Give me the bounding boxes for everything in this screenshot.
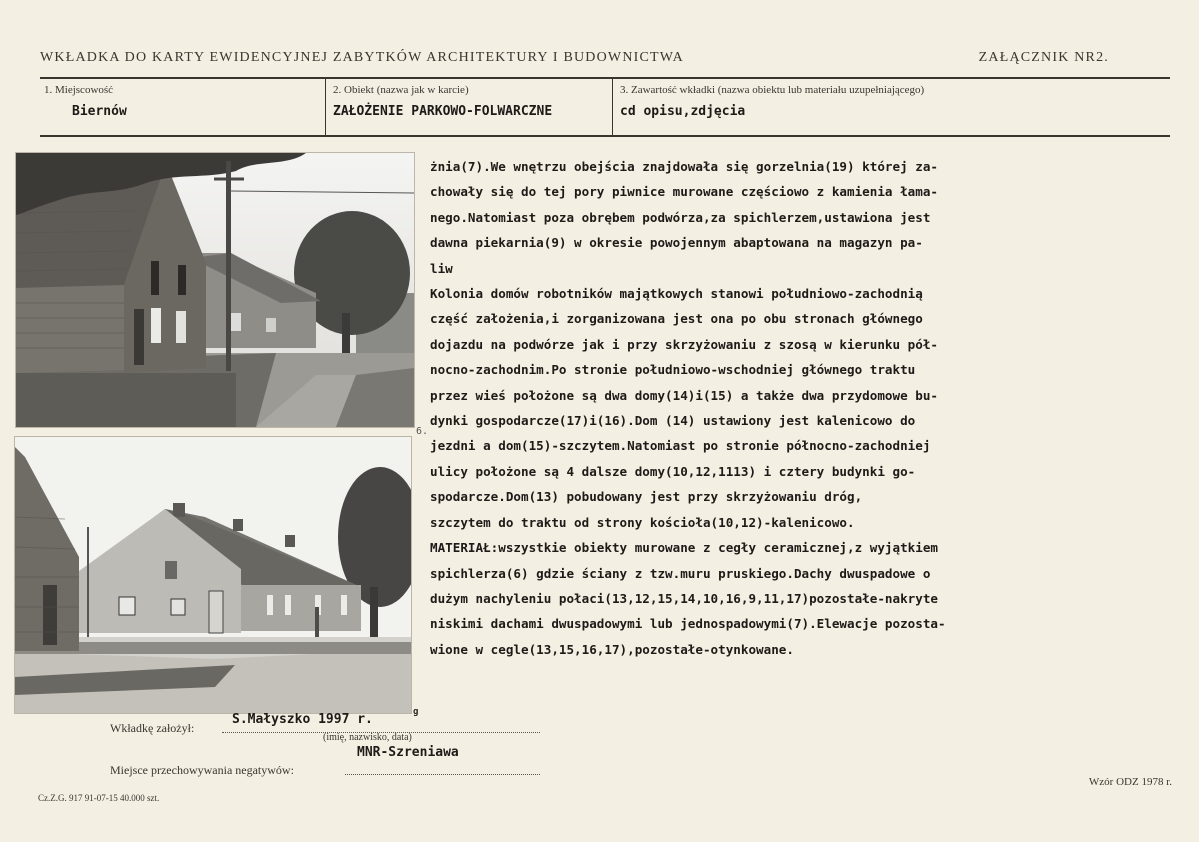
object-label: 2. Obiekt (nazwa jak w karcie) — [333, 84, 469, 96]
text-line: liw — [430, 260, 453, 276]
text-line: wione w cegle(13,15,16,17),pozostałe-otynkowane. — [430, 641, 794, 657]
text-line: ulicy położone są 4 dalsze domy(10,12,1113) i cztery budynki go- — [430, 463, 916, 479]
text-line: chowały się do tej pory piwnice murowane częściowo z kamienia łama- — [430, 184, 938, 200]
annex-label: ZAŁĄCZNIK NR — [978, 50, 1097, 65]
header-rule-bottom — [40, 135, 1170, 137]
text-line: dynki gospodarcze(17)i(16).Dom (14) ustawiony jest kalenicowo do — [430, 413, 916, 429]
annex-number-value: 2. — [1096, 50, 1109, 65]
text-line: nego.Natomiast poza obrębem podwórza,za spichlerzem,ustawiona jest — [430, 209, 931, 225]
text-line: jezdni a dom(15)-szczytem.Natomiast po stronie północno-zachodniej — [430, 438, 931, 454]
negatives-value: MNR-Szreniawa — [357, 745, 459, 760]
author-hint: (imię, nazwisko, data) — [323, 732, 412, 743]
text-line: część założenia,i zorganizowana jest ona po obu stronach głównego — [430, 311, 923, 327]
field-divider — [325, 79, 326, 135]
negatives-line — [345, 774, 540, 775]
author-value: S.Małyszko 1997 r. — [232, 712, 373, 727]
margin-mark: 6. — [416, 426, 429, 437]
form-pattern: Wzór ODZ 1978 r. — [1088, 776, 1172, 788]
author-superscript: g — [413, 707, 419, 717]
annex-number — [979, 50, 1109, 66]
negatives-label: Miejsce przechowywania negatywów: — [110, 763, 294, 777]
form-title: WKŁADKA DO KARTY EWIDENCYJNEJ ZABYTKÓW ARCHITEKTURY I BUDOWNICTWA — [40, 50, 684, 65]
text-line: MATERIAŁ:wszystkie obiekty murowane z cegły ceramicznej,z wyjątkiem — [430, 540, 938, 556]
text-line: żnia(7).We wnętrzu obejścia znajdowała się gorzelnia(19) której za- — [430, 159, 938, 174]
field-divider — [612, 79, 613, 135]
text-line: przez wieś położone są dwa domy(14)i(15) a także dwa przydomowe bu- — [430, 387, 938, 403]
text-line: spodarcze.Dom(13) pobudowany jest przy skrzyżowaniu dróg, — [430, 489, 863, 505]
text-line: niskimi dachami dwuspadowymi lub jednospadowymi(7).Elewacje pozosta- — [430, 616, 946, 632]
content-value: cd opisu,zdjęcia — [620, 104, 746, 119]
text-line: spichlerza(6) gdzie ściany z tzw.muru pruskiego.Dachy dwuspadowe o — [430, 565, 931, 581]
description-text — [430, 154, 1190, 662]
text-line: nocno-zachodnim.Po stronie południowo-wschodniej głównego traktu — [430, 362, 916, 378]
print-info: Cz.Z.G. 917 91-07-15 40.000 szt. — [38, 793, 160, 803]
text-line: dojazdu na podwórze jak i przy skrzyżowaniu z szosą w kierunku pół- — [430, 336, 938, 352]
text-line: dużym nachyleniu połaci(13,12,15,14,10,16,9,11,17)pozostałe-nakryte — [430, 590, 938, 606]
locality-value: Biernów — [72, 104, 127, 119]
author-label: Wkładkę założył: — [110, 721, 195, 735]
photo-farm-street — [15, 152, 415, 428]
text-line: dawna piekarnia(9) w okresie powojennym abaptowana na magazyn pa- — [430, 235, 923, 251]
text-line: szczytem do traktu od strony kościoła(10,12)-kalenicowo. — [430, 514, 855, 530]
header-rule-top — [40, 77, 1170, 79]
photo-worker-house — [14, 436, 412, 714]
content-label: 3. Zawartość wkładki (nazwa obiektu lub materiału uzupełniającego) — [620, 84, 925, 96]
text-line: Kolonia domów robotników majątkowych stanowi południowo-zachodnią — [430, 286, 923, 302]
object-value: ZAŁOŻENIE PARKOWO-FOLWARCZNE — [333, 104, 553, 119]
locality-label: 1. Miejscowość — [44, 84, 114, 96]
